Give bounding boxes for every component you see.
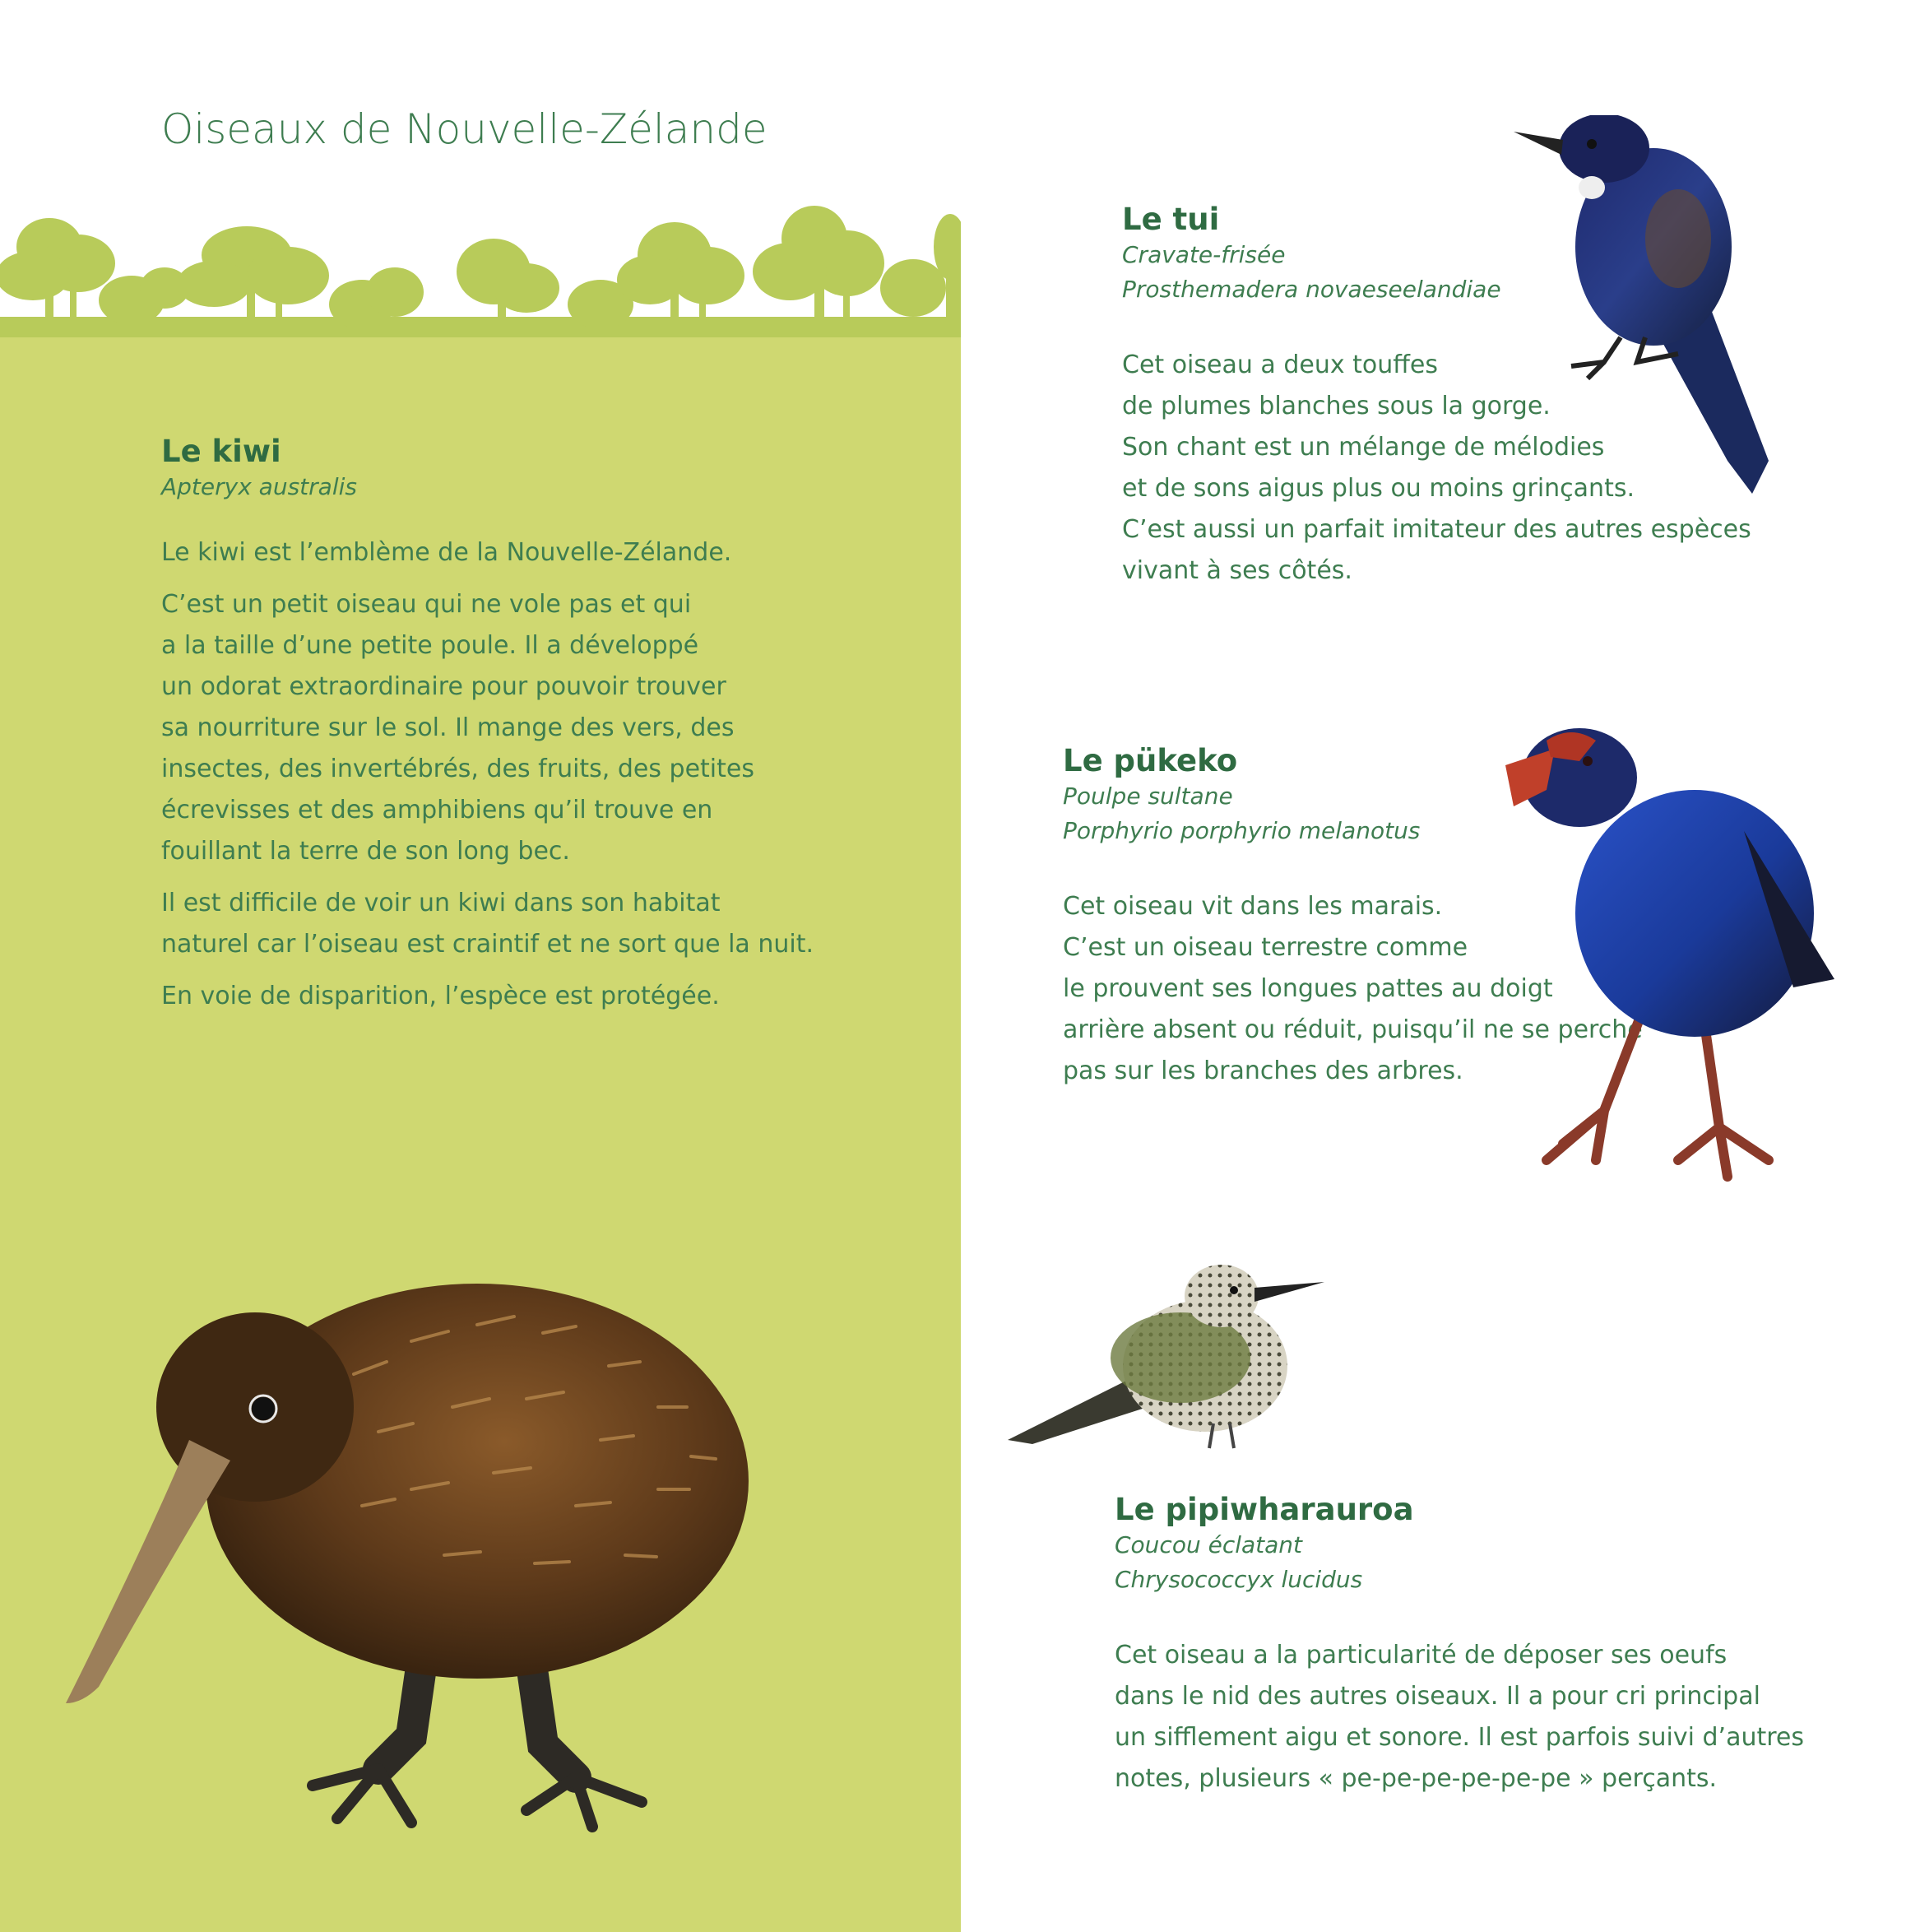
pukeko-illustration [1497, 716, 1843, 1201]
pipiwharauroa-section [1115, 1493, 1804, 1800]
pukeko-latin-name: Porphyrio porphyrio melanotus [1063, 816, 1421, 844]
pukeko-line: arrière absent ou réduit, puisqu’il ne se perche [1063, 1015, 1643, 1044]
pukeko-line: le prouvent ses longues pattes au doigt [1063, 973, 1553, 1003]
pukeko-line: pas sur les branches des arbres. [1063, 1056, 1463, 1085]
pipiwharauroa-line: un sifflement aigu et sonore. Il est parfois suivi d’autres [1115, 1722, 1804, 1752]
tui-common-name: Cravate-frisée [1122, 240, 1286, 268]
pukeko-common-name: Poulpe sultane [1063, 782, 1233, 810]
kiwi-line: un odorat extraordinaire pour pouvoir trouver [161, 671, 726, 701]
kiwi-section [161, 434, 814, 1017]
pipiwharauroa-body [1115, 1635, 1804, 1800]
pipiwharauroa-common-name: Coucou éclatant [1115, 1530, 1303, 1558]
treeline-silhouette [0, 197, 961, 337]
kiwi-line: a la taille d’une petite poule. Il a développé [161, 630, 699, 660]
pukeko-line: Cet oiseau vit dans les marais. [1063, 891, 1443, 921]
kiwi-line: écrevisses et des amphibiens qu’il trouve en [161, 795, 713, 824]
tui-line: C’est aussi un parfait imitateur des autres espèces [1122, 514, 1751, 544]
page-title: Oiseaux de Nouvelle-Zélande [161, 105, 768, 153]
tui-illustration [1514, 115, 1818, 502]
tui-title: Le tui [1122, 202, 1220, 237]
pipiwharauroa-title: Le pipiwharauroa [1115, 1492, 1414, 1527]
kiwi-line: fouillant la terre de son long bec. [161, 836, 570, 866]
pipiwharauroa-line: Cet oiseau a la particularité de déposer ses oeufs [1115, 1640, 1728, 1670]
kiwi-line: Le kiwi est l’emblème de la Nouvelle-Zélande. [161, 537, 732, 567]
kiwi-line: En voie de disparition, l’espèce est protégée. [161, 981, 720, 1010]
pipiwharauroa-line: dans le nid des autres oiseaux. Il a pour cri principal [1115, 1681, 1760, 1711]
kiwi-latin-name: Apteryx australis [161, 472, 357, 500]
tui-latin-name: Prosthemadera novaeseelandiae [1122, 275, 1501, 303]
kiwi-illustration [66, 1242, 856, 1835]
pipiwharauroa-latin-name: Chrysococcyx lucidus [1115, 1565, 1363, 1593]
tui-line: Cet oiseau a deux touffes [1122, 350, 1439, 379]
kiwi-line: sa nourriture sur le sol. Il mange des vers, des [161, 713, 735, 742]
tui-line: vivant à ses côtés. [1122, 555, 1352, 585]
pipiwharauroa-illustration [1008, 1251, 1329, 1465]
kiwi-title: Le kiwi [161, 434, 281, 469]
pukeko-line: C’est un oiseau terrestre comme [1063, 932, 1468, 962]
tui-line: et de sons aigus plus ou moins grinçants. [1122, 473, 1635, 503]
kiwi-line: insectes, des invertébrés, des fruits, des petites [161, 754, 754, 783]
tui-line: de plumes blanches sous la gorge. [1122, 391, 1551, 420]
pipiwharauroa-line: notes, plusieurs « pe-pe-pe-pe-pe-pe » perçants. [1115, 1763, 1718, 1793]
tui-line: Son chant est un mélange de mélodies [1122, 432, 1605, 462]
pukeko-title: Le pükeko [1063, 743, 1238, 778]
kiwi-body [161, 532, 814, 1017]
kiwi-line: naturel car l’oiseau est craintif et ne sort que la nuit. [161, 929, 814, 959]
kiwi-line: Il est difficile de voir un kiwi dans son habitat [161, 888, 721, 917]
kiwi-line: C’est un petit oiseau qui ne vole pas et qui [161, 589, 692, 619]
